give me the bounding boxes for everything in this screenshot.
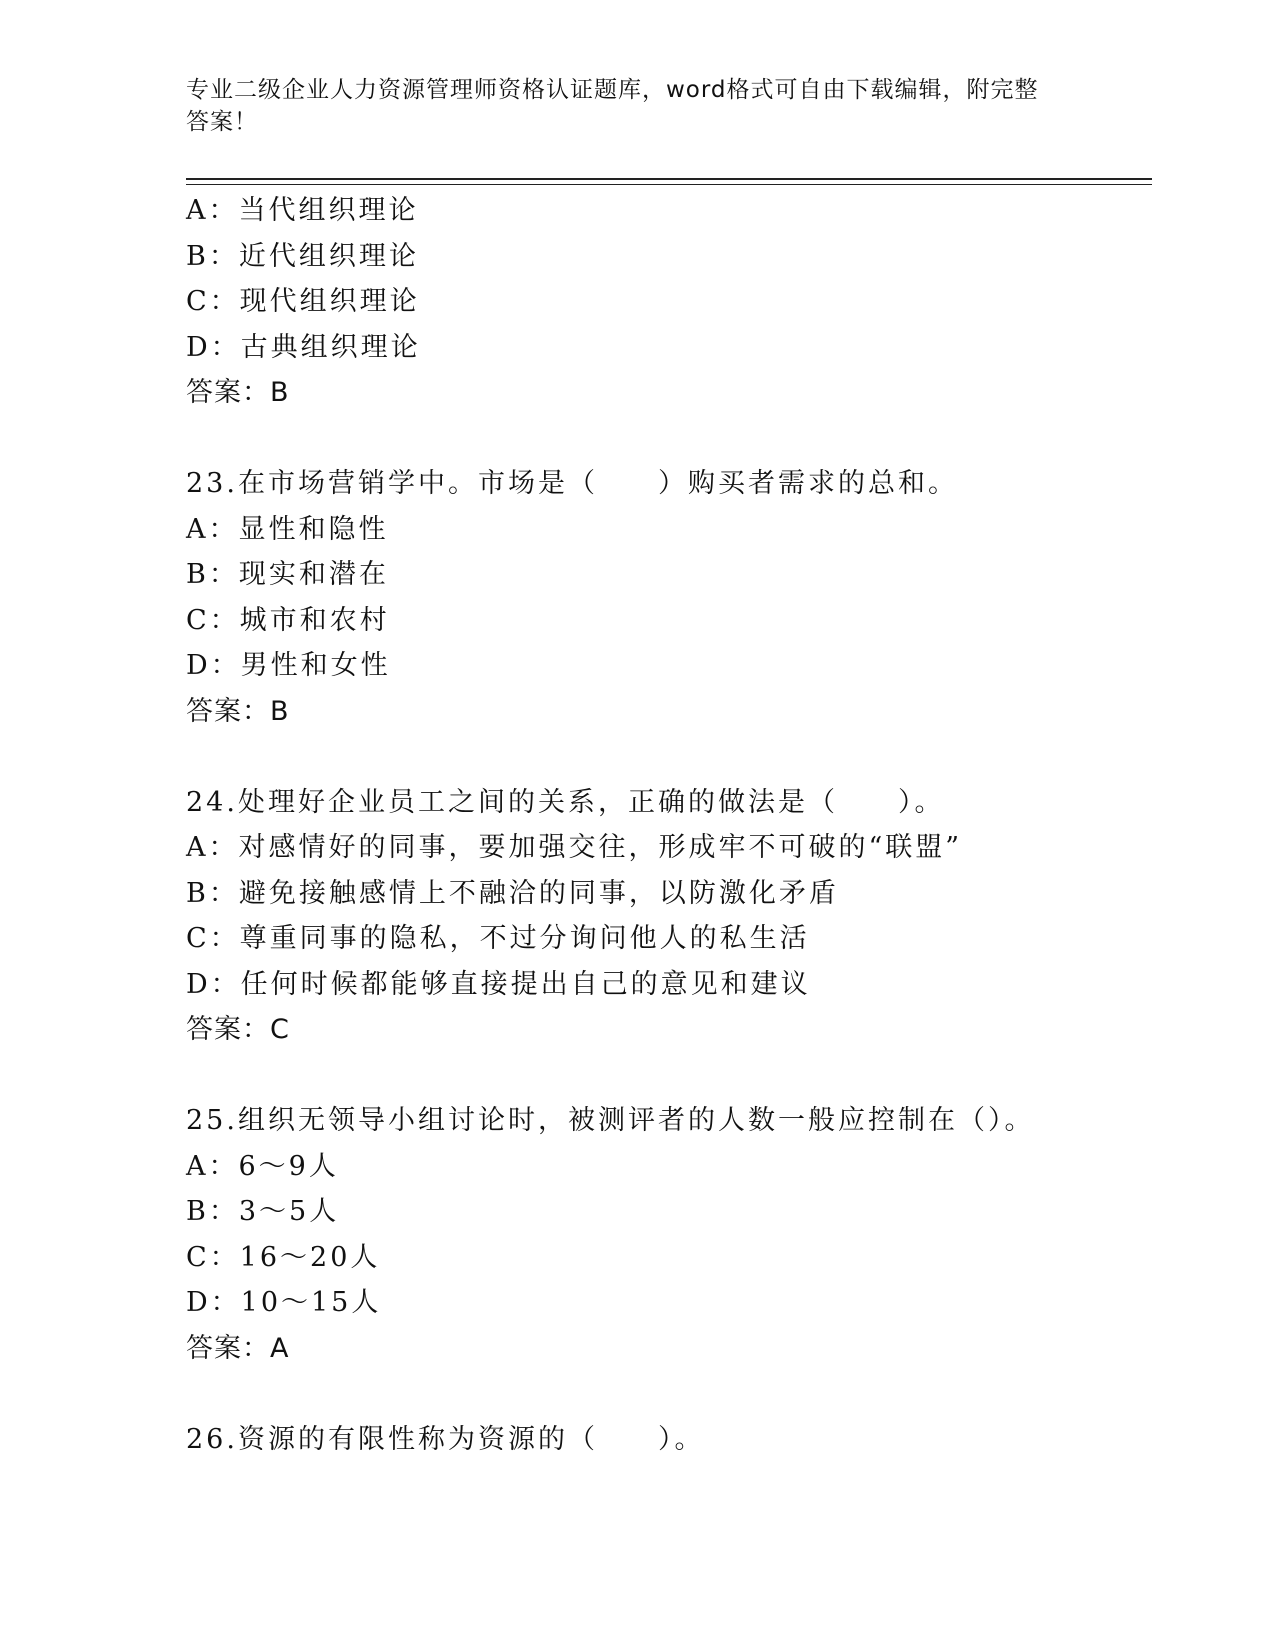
question-stem: 25.组织无领导小组讨论时，被测评者的人数一般应控制在（）。 bbox=[186, 1105, 1035, 1136]
question-spacer bbox=[186, 734, 1152, 780]
option-d: D：任何时候都能够直接提出自己的意见和建议 bbox=[186, 968, 811, 1000]
option-b: B：3～5人 bbox=[186, 1196, 340, 1227]
option-d: D：男性和女性 bbox=[186, 650, 391, 681]
option-a: A：对感情好的同事，要加强交往，形成牢不可破的“联盟” bbox=[186, 832, 963, 863]
answer-line: 答案：B bbox=[186, 377, 290, 408]
question-list bbox=[186, 188, 1152, 1462]
header-divider-thin bbox=[186, 184, 1152, 185]
option-c: C：现代组织理论 bbox=[186, 286, 420, 317]
question-spacer bbox=[186, 1053, 1152, 1099]
header-line-1: 专业二级企业人力资源管理师资格认证题库，word格式可自由下载编辑，附完整 bbox=[186, 77, 1039, 103]
question-stem: 24.处理好企业员工之间的关系，正确的做法是（ ）。 bbox=[186, 786, 945, 818]
option-a: A：当代组织理论 bbox=[186, 195, 419, 226]
option-b: B：现实和潜在 bbox=[186, 559, 389, 590]
option-d: D：古典组织理论 bbox=[186, 331, 421, 363]
option-b: B：近代组织理论 bbox=[186, 240, 419, 272]
document-header bbox=[186, 74, 1086, 138]
header-line-2: 答案！ bbox=[186, 109, 258, 135]
question-spacer bbox=[186, 416, 1152, 462]
answer-line: 答案：C bbox=[186, 1014, 290, 1045]
header-divider-thick bbox=[186, 178, 1152, 180]
question-25 bbox=[186, 1098, 1152, 1371]
option-d: D：10～15人 bbox=[186, 1287, 382, 1318]
question-stem: 26.资源的有限性称为资源的（ ）。 bbox=[186, 1423, 705, 1455]
option-b: B：避免接触感情上不融洽的同事，以防激化矛盾 bbox=[186, 877, 839, 909]
question-24 bbox=[186, 780, 1152, 1053]
option-c: C：城市和农村 bbox=[186, 604, 390, 636]
question-stem: 23.在市场营销学中。市场是（ ）购买者需求的总和。 bbox=[186, 468, 958, 499]
answer-line: 答案：B bbox=[186, 695, 290, 727]
question-23 bbox=[186, 461, 1152, 734]
answer-line: 答案：A bbox=[186, 1332, 290, 1364]
option-c: C：16～20人 bbox=[186, 1241, 381, 1273]
option-c: C：尊重同事的隐私，不过分询问他人的私生活 bbox=[186, 923, 810, 954]
option-a: A：6～9人 bbox=[186, 1150, 339, 1182]
question-26 bbox=[186, 1417, 1152, 1463]
question-22-continued bbox=[186, 188, 1152, 416]
question-spacer bbox=[186, 1371, 1152, 1417]
option-a: A：显性和隐性 bbox=[186, 513, 389, 545]
